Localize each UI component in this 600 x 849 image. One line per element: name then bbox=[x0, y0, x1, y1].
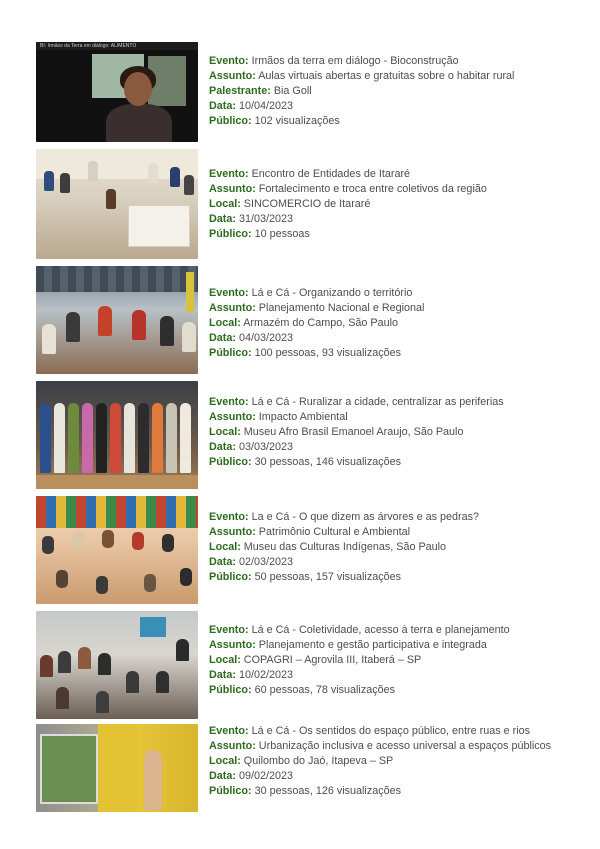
banner-shape bbox=[186, 272, 194, 312]
subject-row bbox=[209, 69, 559, 84]
event-row bbox=[209, 623, 559, 638]
field-label: Evento: bbox=[209, 624, 249, 636]
floor-shape bbox=[36, 475, 198, 489]
field-label: Local: bbox=[209, 541, 241, 553]
date-row bbox=[209, 331, 559, 346]
field-label: Público: bbox=[209, 571, 252, 583]
event-audience: 10 pessoas bbox=[254, 228, 310, 240]
event-row bbox=[209, 395, 559, 410]
event-location: COPAGRI – Agrovila III, Itaberá – SP bbox=[243, 654, 422, 666]
subject-row bbox=[209, 301, 559, 316]
person-shape bbox=[180, 568, 192, 586]
event-title: Lá e Cá - Ruralizar a cidade, centralizar as periferias bbox=[251, 396, 504, 408]
event-photo bbox=[36, 724, 198, 812]
audience-row bbox=[209, 227, 559, 242]
person-shape bbox=[98, 306, 112, 336]
event-date: 31/03/2023 bbox=[239, 213, 294, 225]
event-subject: Urbanização inclusiva e acesso universal a espaços públicos bbox=[258, 740, 552, 752]
mural-shape bbox=[36, 496, 198, 528]
field-label: Assunto: bbox=[209, 639, 256, 651]
person-shape bbox=[98, 653, 111, 675]
field-label: Data: bbox=[209, 770, 236, 782]
field-label: Local: bbox=[209, 755, 241, 767]
event-audience: 60 pessoas, 78 visualizações bbox=[254, 684, 396, 696]
event-row bbox=[209, 510, 559, 525]
person-shape bbox=[182, 322, 196, 352]
person-shape bbox=[124, 403, 135, 473]
date-row bbox=[209, 440, 559, 455]
wall-shape bbox=[98, 724, 138, 812]
event-audience: 100 pessoas, 93 visualizações bbox=[254, 347, 402, 359]
date-row bbox=[209, 668, 559, 683]
date-row bbox=[209, 99, 559, 114]
roof-shape bbox=[36, 266, 198, 292]
person-shape bbox=[42, 324, 56, 354]
event-speaker: Bia Goll bbox=[273, 85, 312, 97]
event-location: Museu Afro Brasil Emanoel Araujo, São Paulo bbox=[243, 426, 464, 438]
person-shape bbox=[58, 651, 71, 673]
event-audience: 50 pessoas, 157 visualizações bbox=[254, 571, 402, 583]
event-title: La e Cá - O que dizem as árvores e as pedras? bbox=[251, 511, 480, 523]
person-shape bbox=[126, 671, 139, 693]
field-label: Evento: bbox=[209, 396, 249, 408]
field-label: Data: bbox=[209, 556, 236, 568]
field-label: Público: bbox=[209, 456, 252, 468]
event-audience: 30 pessoas, 146 visualizações bbox=[254, 456, 402, 468]
video-title-bar bbox=[36, 42, 198, 50]
field-label: Assunto: bbox=[209, 183, 256, 195]
event-date: 02/03/2023 bbox=[239, 556, 294, 568]
date-row bbox=[209, 555, 559, 570]
subject-row bbox=[209, 410, 559, 425]
field-label: Público: bbox=[209, 115, 252, 127]
event-details bbox=[209, 167, 559, 242]
table-shape bbox=[128, 205, 190, 247]
person-shape bbox=[56, 570, 68, 588]
location-row bbox=[209, 425, 559, 440]
person-shape bbox=[42, 536, 54, 554]
event-row bbox=[209, 54, 559, 69]
event-subject: Fortalecimento e troca entre coletivos da região bbox=[258, 183, 487, 195]
event-row bbox=[209, 724, 559, 739]
event-details bbox=[209, 623, 559, 698]
event-photo bbox=[36, 42, 198, 142]
person-shape bbox=[170, 167, 180, 187]
field-label: Data: bbox=[209, 669, 236, 681]
audience-row bbox=[209, 784, 559, 799]
event-title: Encontro de Entidades de Itararé bbox=[251, 168, 411, 180]
field-label: Público: bbox=[209, 684, 252, 696]
person-shape bbox=[148, 163, 158, 183]
person-shape bbox=[176, 639, 189, 661]
event-details bbox=[209, 724, 559, 799]
event-subject: Impacto Ambiental bbox=[258, 411, 348, 423]
event-date: 09/02/2023 bbox=[239, 770, 294, 782]
person-shape bbox=[40, 655, 53, 677]
person-shape bbox=[72, 532, 84, 550]
field-label: Assunto: bbox=[209, 526, 256, 538]
event-subject: Aulas virtuais abertas e gratuitas sobre o habitar rural bbox=[258, 70, 515, 82]
event-details bbox=[209, 54, 559, 129]
person-shape bbox=[60, 173, 70, 193]
event-date: 03/03/2023 bbox=[239, 441, 294, 453]
event-location: SINCOMERCIO de Itararé bbox=[243, 198, 371, 210]
person-shape bbox=[56, 687, 69, 709]
field-label: Público: bbox=[209, 785, 252, 797]
event-photo bbox=[36, 266, 198, 374]
field-label: Evento: bbox=[209, 55, 249, 67]
person-shape bbox=[162, 534, 174, 552]
field-label: Local: bbox=[209, 317, 241, 329]
event-subject: Planejamento Nacional e Regional bbox=[258, 302, 425, 314]
field-label: Data: bbox=[209, 100, 236, 112]
screen-shape bbox=[40, 734, 98, 804]
event-photo bbox=[36, 611, 198, 719]
screen-shape bbox=[140, 617, 166, 637]
event-title: Irmãos da terra em diálogo - Bioconstrução bbox=[251, 55, 459, 67]
person-shape bbox=[132, 310, 146, 340]
video-caption: BI: Irmãos da Terra em diálogo: ALIMENTO bbox=[40, 43, 137, 49]
person-shape bbox=[82, 403, 93, 473]
audience-row bbox=[209, 346, 559, 361]
field-label: Data: bbox=[209, 332, 236, 344]
event-row bbox=[209, 286, 559, 301]
location-row bbox=[209, 540, 559, 555]
person-shape bbox=[184, 175, 194, 195]
person-shape bbox=[96, 403, 107, 473]
event-location: Museu das Culturas Indígenas, São Paulo bbox=[243, 541, 447, 553]
person-shape bbox=[102, 530, 114, 548]
person-shape bbox=[132, 532, 144, 550]
event-photo bbox=[36, 496, 198, 604]
person-shape bbox=[144, 750, 162, 810]
location-row bbox=[209, 197, 559, 212]
event-details bbox=[209, 286, 559, 361]
field-label: Data: bbox=[209, 213, 236, 225]
field-label: Assunto: bbox=[209, 740, 256, 752]
field-label: Evento: bbox=[209, 725, 249, 737]
person-shape bbox=[106, 104, 172, 142]
person-shape bbox=[106, 189, 116, 209]
event-details bbox=[209, 510, 559, 585]
audience-row bbox=[209, 683, 559, 698]
person-shape bbox=[180, 403, 191, 473]
event-row bbox=[209, 167, 559, 182]
audience-row bbox=[209, 455, 559, 470]
audience-row bbox=[209, 570, 559, 585]
event-subject: Planejamento e gestão participativa e integrada bbox=[258, 639, 487, 651]
event-details bbox=[209, 395, 559, 470]
person-shape bbox=[160, 316, 174, 346]
location-row bbox=[209, 316, 559, 331]
field-label: Local: bbox=[209, 654, 241, 666]
person-shape bbox=[124, 72, 152, 106]
subject-row bbox=[209, 525, 559, 540]
field-label: Local: bbox=[209, 198, 241, 210]
location-row bbox=[209, 653, 559, 668]
person-shape bbox=[68, 403, 79, 473]
person-shape bbox=[166, 403, 177, 473]
location-row bbox=[209, 754, 559, 769]
event-date: 10/04/2023 bbox=[239, 100, 294, 112]
person-shape bbox=[152, 403, 163, 473]
person-shape bbox=[138, 403, 149, 473]
person-shape bbox=[40, 403, 51, 473]
subject-row bbox=[209, 638, 559, 653]
field-label: Evento: bbox=[209, 511, 249, 523]
event-photo bbox=[36, 381, 198, 489]
event-audience: 30 pessoas, 126 visualizações bbox=[254, 785, 402, 797]
date-row bbox=[209, 212, 559, 227]
field-label: Assunto: bbox=[209, 302, 256, 314]
event-location: Quilombo do Jaó, Itapeva – SP bbox=[243, 755, 394, 767]
field-label: Evento: bbox=[209, 168, 249, 180]
event-photo bbox=[36, 149, 198, 259]
subject-row bbox=[209, 182, 559, 197]
person-shape bbox=[96, 576, 108, 594]
event-location: Armazém do Campo, São Paulo bbox=[243, 317, 399, 329]
event-subject: Patrimônio Cultural e Ambiental bbox=[258, 526, 411, 538]
person-shape bbox=[44, 171, 54, 191]
field-label: Público: bbox=[209, 228, 252, 240]
event-audience: 102 visualizações bbox=[254, 115, 340, 127]
person-shape bbox=[144, 574, 156, 592]
field-label: Assunto: bbox=[209, 70, 256, 82]
person-shape bbox=[66, 312, 80, 342]
subject-row bbox=[209, 739, 559, 754]
person-shape bbox=[110, 403, 121, 473]
field-label: Assunto: bbox=[209, 411, 256, 423]
speaker-row bbox=[209, 84, 559, 99]
person-shape bbox=[156, 671, 169, 693]
date-row bbox=[209, 769, 559, 784]
audience-row bbox=[209, 114, 559, 129]
person-shape bbox=[54, 403, 65, 473]
event-date: 04/03/2023 bbox=[239, 332, 294, 344]
event-title: Lá e Cá - Os sentidos do espaço público, entre ruas e rios bbox=[251, 725, 531, 737]
event-title: Lá e Cá - Organizando o território bbox=[251, 287, 413, 299]
field-label: Público: bbox=[209, 347, 252, 359]
person-shape bbox=[88, 161, 98, 181]
field-label: Data: bbox=[209, 441, 236, 453]
field-label: Palestrante: bbox=[209, 85, 271, 97]
person-shape bbox=[78, 647, 91, 669]
field-label: Evento: bbox=[209, 287, 249, 299]
person-shape bbox=[96, 691, 109, 713]
field-label: Local: bbox=[209, 426, 241, 438]
event-date: 10/02/2023 bbox=[239, 669, 294, 681]
event-title: Lá e Cá - Coletividade, acesso à terra e planejamento bbox=[251, 624, 510, 636]
